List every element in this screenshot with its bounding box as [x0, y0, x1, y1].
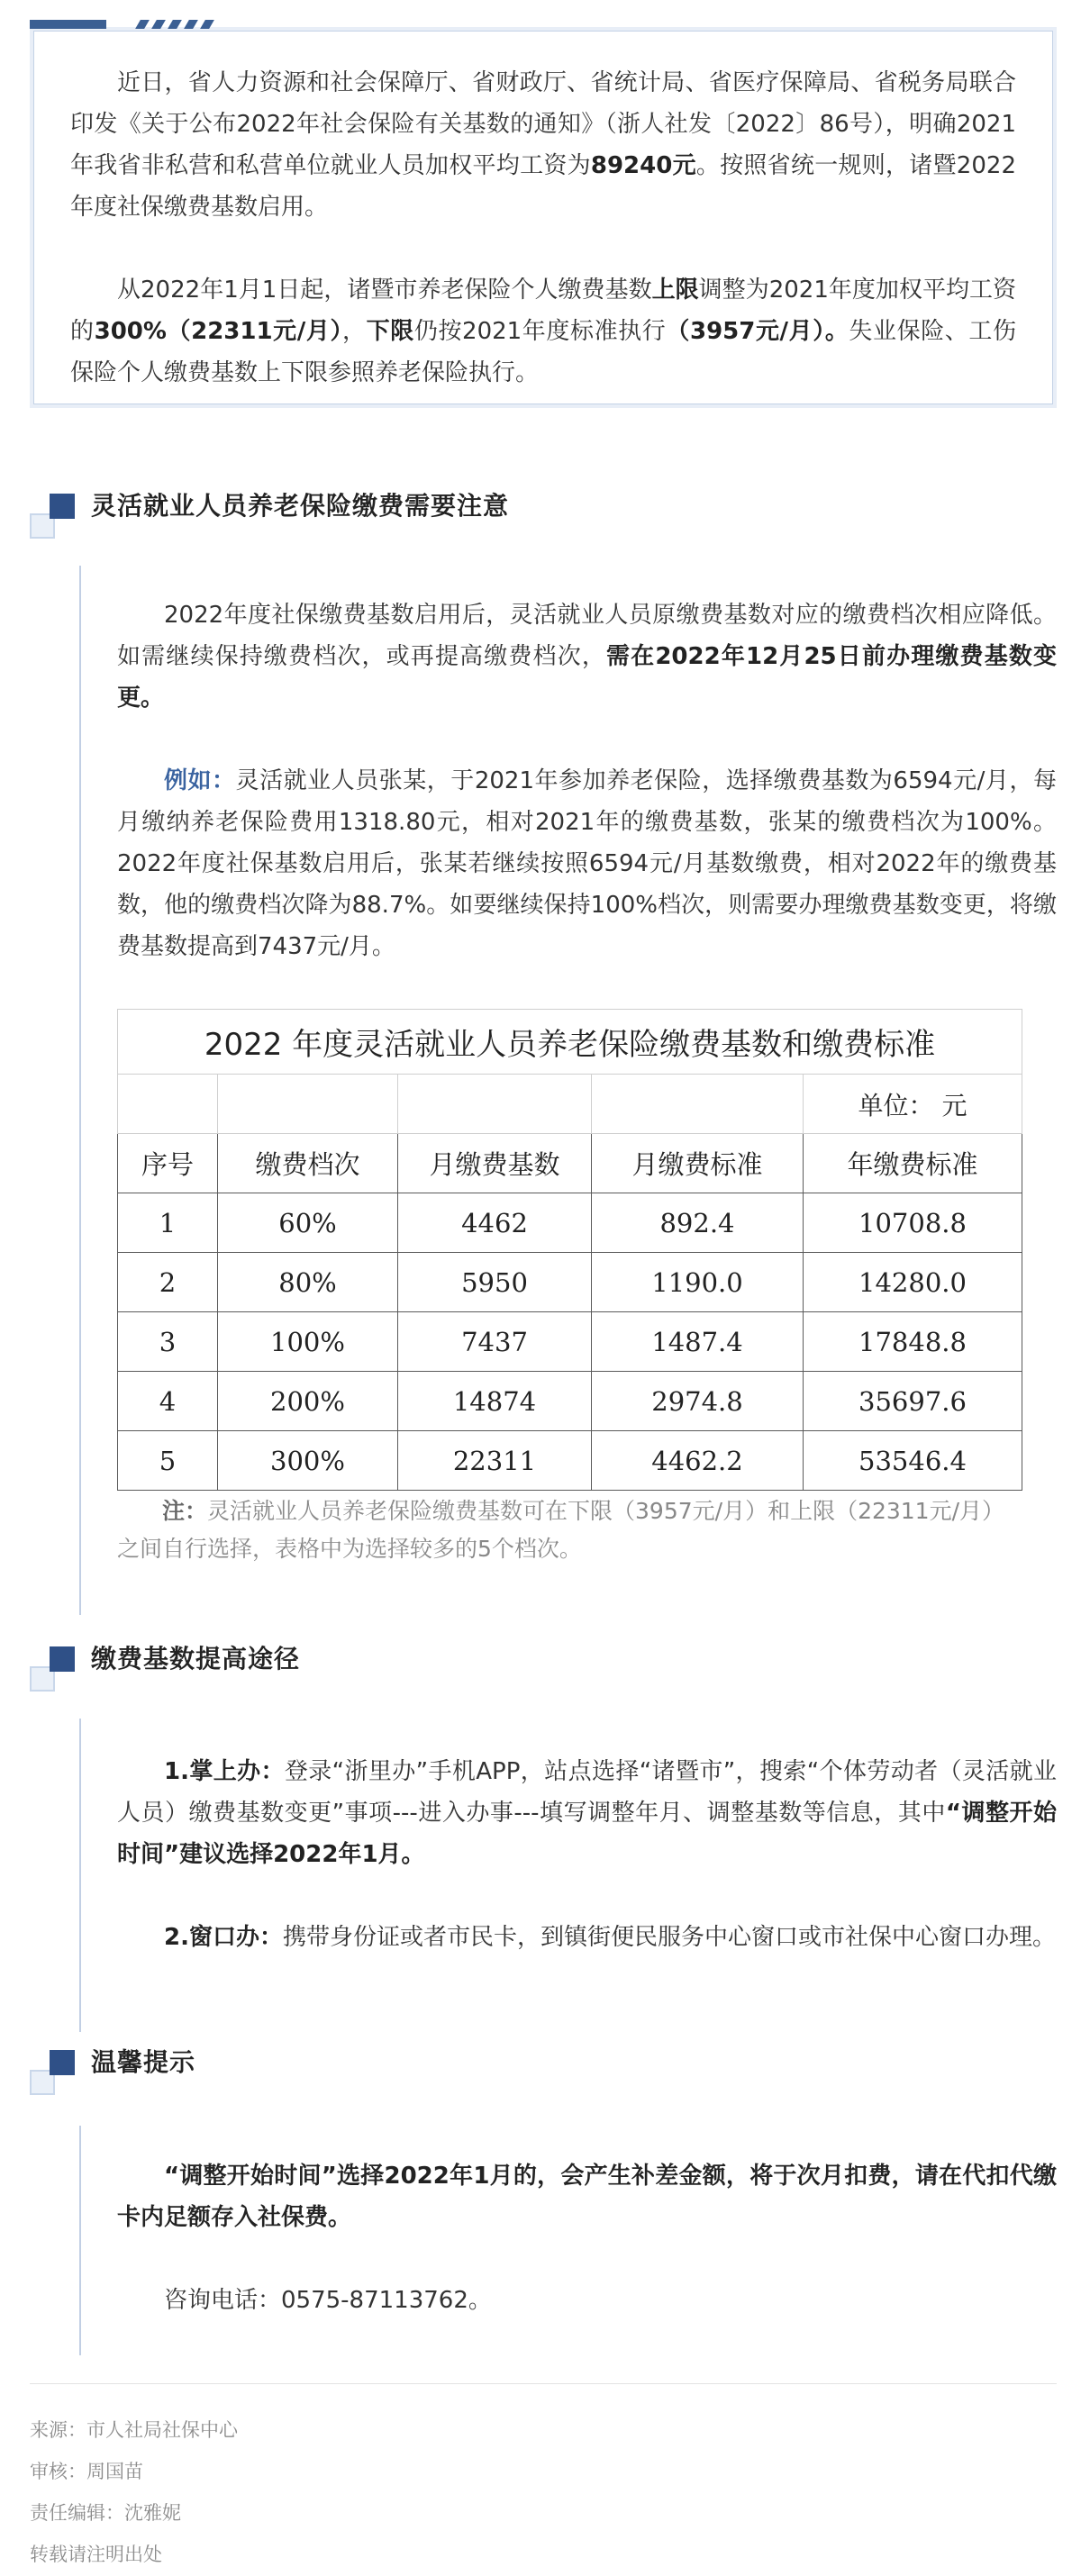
paragraph-text: 携带身份证或者市民卡，到镇街便民服务中心窗口或市社保中心窗口办理。	[282, 1924, 1056, 1951]
table-row	[118, 1312, 1022, 1372]
table-cell: 14280.0	[804, 1253, 1022, 1312]
intro-paragraph-2	[70, 269, 1016, 394]
table-row	[118, 1372, 1022, 1431]
intro-box	[30, 27, 1057, 408]
method-window	[117, 1917, 1057, 1958]
footer	[30, 2409, 238, 2575]
footer-reprint: 转载请注明出处	[30, 2544, 162, 2565]
paragraph-text: 2022年度社保缴费基数启用后，灵活就业人员原缴费基数对应的缴费档次相应降低。如需继续保持缴费档次，或再提高缴费档次，	[117, 602, 1057, 670]
table-cell: 60%	[218, 1193, 398, 1253]
section-title: 缴费基数提高途径	[91, 1644, 301, 1673]
method-label: 2.窗口办：	[164, 1924, 283, 1951]
column-header: 月缴费标准	[592, 1134, 804, 1193]
table-cell: 2	[118, 1253, 218, 1312]
section-title: 灵活就业人员养老保险缴费需要注意	[91, 491, 510, 521]
table-cell: 10708.8	[804, 1193, 1022, 1253]
heading-square-icon	[50, 494, 75, 519]
fee-table-wrapper	[117, 1009, 1022, 1568]
section-heading-methods	[30, 1646, 750, 1701]
intro-paragraph-1	[70, 62, 1016, 228]
table-title: 2022 年度灵活就业人员养老保险缴费基数和缴费标准	[118, 1010, 1022, 1075]
paragraph-text: 登录“浙里办”手机APP，站点选择“诸暨市”，搜索“个体劳动者（灵活就业人员）缴费基数变更”事项---进入办事---填写调整年月、调整基数等信息，其中	[117, 1758, 1058, 1827]
table-row	[118, 1431, 1022, 1491]
table-cell: 4462	[398, 1193, 592, 1253]
paragraph-text: 灵活就业人员张某，于2021年参加养老保险，选择缴费基数为6594元/月，每月缴纳养老保险费用1318.80元，相对2021年的缴费基数，张某的缴费档次为100%。2022年度社保基数启用后，张某若继续按照6594元/月基数缴费，相对2022年的缴费基数，他的缴费档次降为88.7%。如要继续保持100%档次，则需要办理缴费基数变更，将缴费基数提高到7437元/月。	[117, 767, 1057, 960]
avg-wage: 89240元	[590, 152, 696, 179]
table-row	[118, 1193, 1022, 1253]
table-cell: 80%	[218, 1253, 398, 1312]
table-cell: 7437	[398, 1312, 592, 1372]
table-cell: 5	[118, 1431, 218, 1491]
intro-text: 。按照省统一规则，诸暨2022年度社保缴费基数启用。	[70, 152, 1016, 221]
footer-editor: 责任编辑：沈雅妮	[30, 2502, 181, 2524]
footer-source: 来源：市人社局社保中心	[30, 2419, 238, 2441]
footer-review: 审核：周国苗	[30, 2461, 143, 2482]
table-cell: 4	[118, 1372, 218, 1431]
section-title: 温馨提示	[91, 2047, 196, 2077]
deadline-text: 需在2022年12月25日前办理缴费基数变更。	[117, 643, 1057, 712]
note-text: 灵活就业人员养老保险缴费基数可在下限（3957元/月）和上限（22311元/月）之间自行选择，表格中为选择较多的5个档次。	[117, 1498, 1005, 1562]
table-row	[118, 1253, 1022, 1312]
method-label: 1.掌上办：	[164, 1758, 285, 1785]
table-cell: 1487.4	[592, 1312, 804, 1372]
column-header: 年缴费标准	[804, 1134, 1022, 1193]
table-cell: 5950	[398, 1253, 592, 1312]
intro-text: 近日，省人力资源和社会保障厅、省财政厅、省统计局、省医疗保障局、省税务局联合印发《关于公布2022年社会保险有关基数的通知》（浙人社发〔2022〕86号），明确2021年我省非私营和私营单位就业人员加权平均工资为	[70, 69, 1016, 179]
upper-limit-value: 300%（22311元/月）	[94, 318, 343, 345]
lower-limit-label: 下限	[366, 318, 414, 345]
column-header: 序号	[118, 1134, 218, 1193]
table-cell: 3	[118, 1312, 218, 1372]
note-label: 注：	[162, 1498, 208, 1524]
intro-text: 仍按2021年度标准执行	[413, 318, 667, 345]
example-label: 例如：	[164, 767, 236, 794]
method-online	[117, 1751, 1057, 1875]
table-cell: 300%	[218, 1431, 398, 1491]
upper-limit-label: 上限	[651, 277, 699, 304]
table-cell: 22311	[398, 1431, 592, 1491]
intro-text: 调整为2021年度加权平均工资的	[70, 277, 1016, 345]
table-header-row	[118, 1134, 1022, 1193]
notice-paragraph	[117, 594, 1057, 719]
footer-divider	[30, 2383, 1057, 2384]
heading-square-icon	[50, 2050, 75, 2075]
table-cell: 35697.6	[804, 1372, 1022, 1431]
table-cell: 17848.8	[804, 1312, 1022, 1372]
fee-table	[117, 1009, 1022, 1491]
tip-paragraph: “调整开始时间”选择2022年1月的，会产生补差金额，将于次月扣费，请在代扣代缴卡内足额存入社保费。	[117, 2163, 1057, 2231]
section-heading-tips	[30, 2047, 750, 2104]
column-header: 月缴费基数	[398, 1134, 592, 1193]
table-note	[117, 1492, 1022, 1568]
table-cell: 1190.0	[592, 1253, 804, 1312]
table-cell: 1	[118, 1193, 218, 1253]
hotline: 咨询电话：0575-87113762。	[164, 2287, 492, 2314]
intro-text: ，	[342, 318, 367, 345]
example-paragraph	[117, 760, 1057, 967]
table-unit: 单位： 元	[804, 1075, 1022, 1134]
column-header: 缴费档次	[218, 1134, 398, 1193]
intro-text: 失业保险、工伤保险个人缴费基数上下限参照养老保险执行。	[70, 318, 1016, 386]
section-heading-notice	[30, 491, 750, 548]
heading-square-icon	[50, 1646, 75, 1672]
table-cell: 53546.4	[804, 1431, 1022, 1491]
section-body-tips	[79, 2126, 1057, 2355]
section-body-notice	[79, 566, 1057, 1615]
lower-limit-value: （3957元/月）。	[666, 318, 849, 345]
table-cell: 892.4	[592, 1193, 804, 1253]
intro-inner	[33, 31, 1053, 404]
intro-text: 从2022年1月1日起，诸暨市养老保险个人缴费基数	[117, 277, 652, 304]
table-cell: 200%	[218, 1372, 398, 1431]
table-cell: 14874	[398, 1372, 592, 1431]
table-cell: 4462.2	[592, 1431, 804, 1491]
table-cell: 100%	[218, 1312, 398, 1372]
table-cell: 2974.8	[592, 1372, 804, 1431]
intro-decoration	[30, 20, 237, 29]
section-body-methods	[79, 1719, 1057, 2032]
method-emphasis: “调整开始时间”建议选择2022年1月。	[117, 1800, 1057, 1868]
